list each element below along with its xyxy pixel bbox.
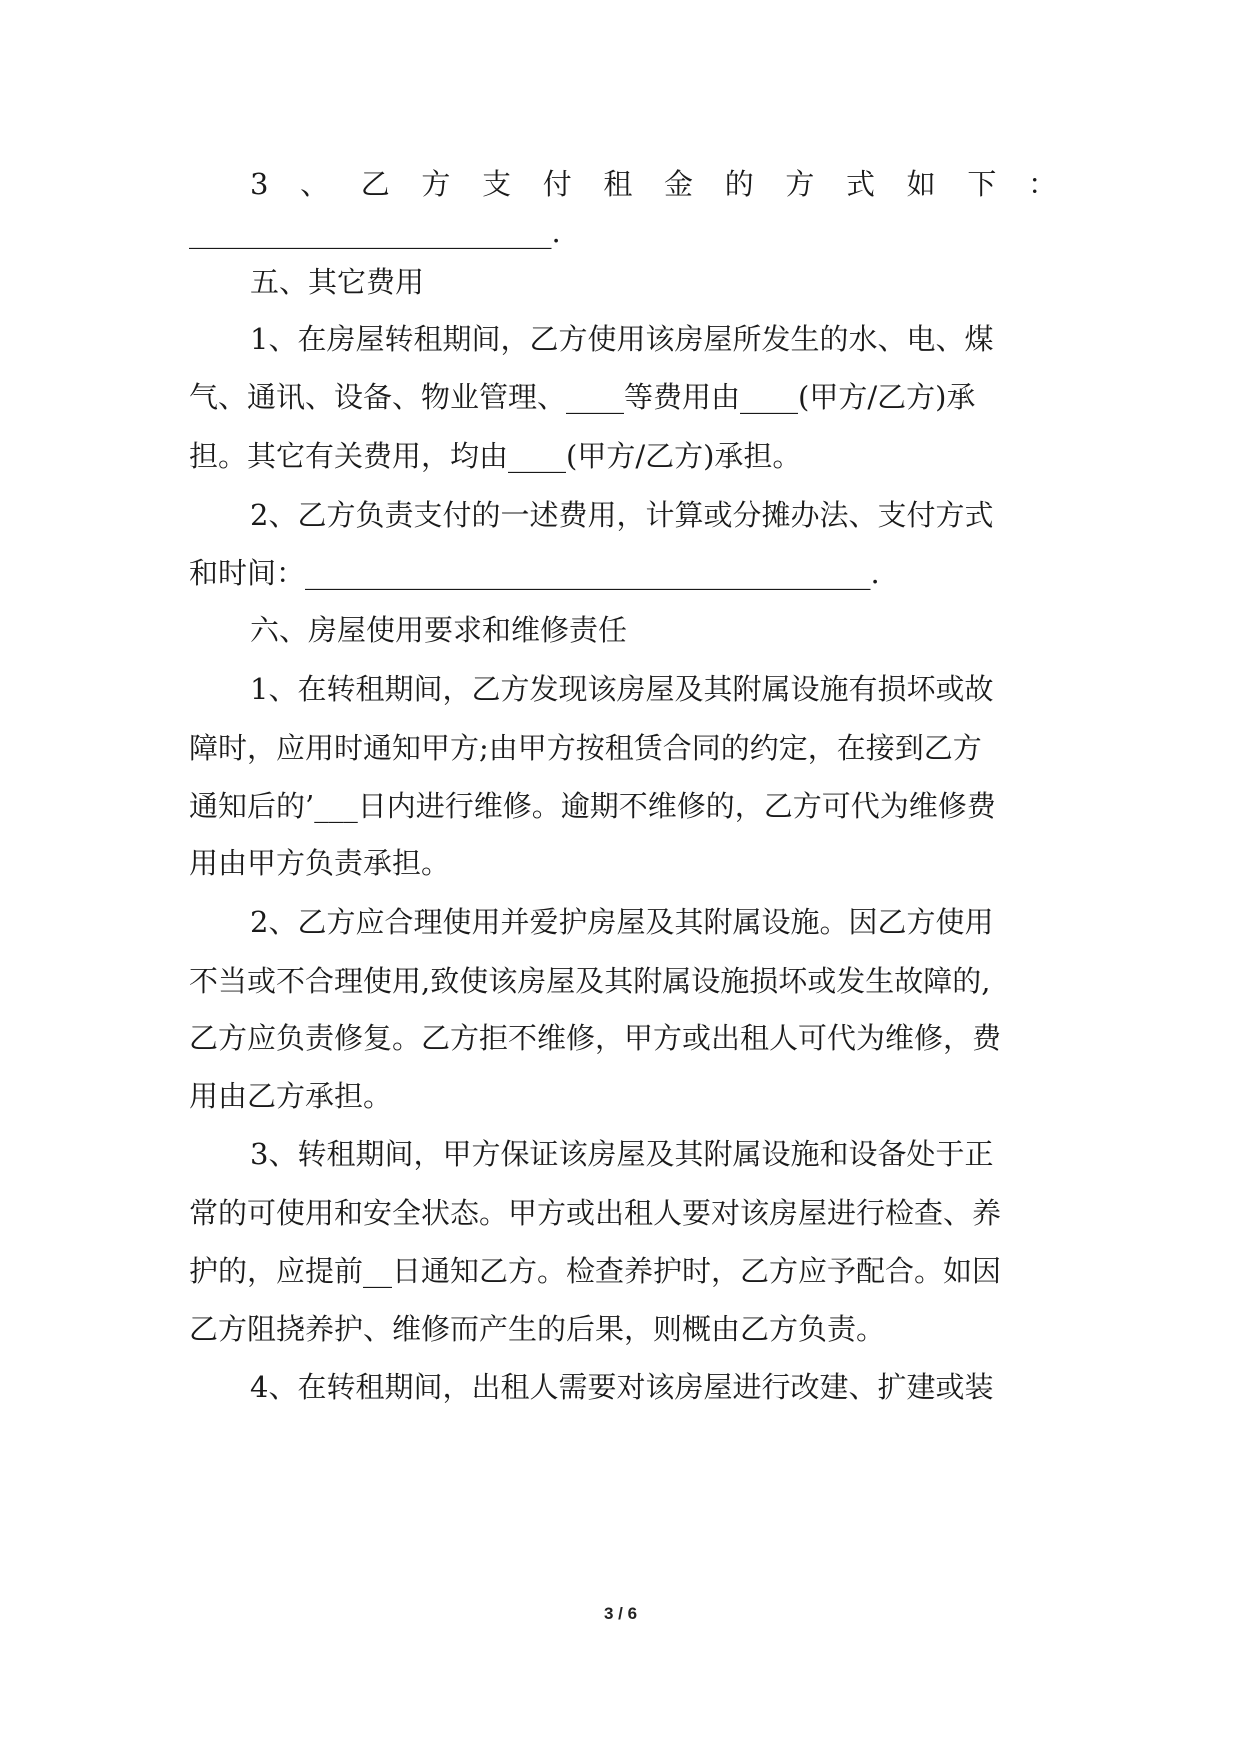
spread-glyph: 方 <box>785 167 815 201</box>
paragraph-line: 护的，应提前__日通知乙方。检查养护时，乙方应予配合。如因 <box>189 1254 1002 1288</box>
paragraph-line: 障时，应用时通知甲方;由甲方按租赁合同的约定，在接到乙方 <box>189 731 982 765</box>
paragraph-line: 1、在转租期间，乙方发现该房屋及其附属设施有损坏或故 <box>250 672 994 706</box>
paragraph-line: 通知后的’___日内进行维修。逾期不维修的，乙方可代为维修费 <box>189 789 996 823</box>
paragraph-line: 和时间：_______________________________________. <box>189 556 880 590</box>
section-heading-usage-repair: 六、房屋使用要求和维修责任 <box>250 613 628 647</box>
spread-glyph: 租 <box>603 167 633 201</box>
spread-glyph: 3 <box>250 167 269 201</box>
spread-glyph: 如 <box>906 167 936 201</box>
paragraph-line: 2、乙方负责支付的一述费用，计算或分摊办法、支付方式 <box>250 498 994 532</box>
paragraph-line: 乙方阻挠养护、维修而产生的后果，则概由乙方负责。 <box>189 1312 886 1346</box>
spread-glyph: 下 <box>967 167 997 201</box>
spread-glyph: 、 <box>300 167 330 201</box>
page-number: 3 / 6 <box>603 1604 638 1623</box>
paragraph-line: 气、通讯、设备、物业管理、____等费用由____(甲方/乙方)承 <box>189 380 976 414</box>
paragraph-line: 4、在转租期间，出租人需要对该房屋进行改建、扩建或装 <box>250 1370 994 1404</box>
paragraph-line: 乙方应负责修复。乙方拒不维修，甲方或出租人可代为维修，费 <box>189 1021 1002 1055</box>
spread-glyph: 付 <box>542 167 572 201</box>
spread-glyph: 乙 <box>360 167 390 201</box>
payment-method-blank: _________________________. <box>189 215 561 249</box>
paragraph-line: 3、转租期间，甲方保证该房屋及其附属设施和设备处于正 <box>250 1137 994 1171</box>
paragraph-line: 常的可使用和安全状态。甲方或出租人要对该房屋进行检查、养 <box>189 1196 1002 1230</box>
spread-glyph: 式 <box>846 167 876 201</box>
spread-glyph: 金 <box>664 167 694 201</box>
paragraph-line: 用由乙方承担。 <box>189 1079 393 1113</box>
spread-glyph: ： <box>1027 167 1057 201</box>
paragraph-line: 不当或不合理使用,致使该房屋及其附属设施损坏或发生故障的, <box>189 964 991 998</box>
section-heading-other-fees: 五、其它费用 <box>250 265 425 299</box>
paragraph-line: 用由甲方负责承担。 <box>189 846 451 880</box>
spread-glyph: 支 <box>482 167 512 201</box>
spread-glyph: 方 <box>421 167 451 201</box>
paragraph-line: 1、在房屋转租期间，乙方使用该房屋所发生的水、电、煤 <box>250 322 994 356</box>
spread-glyph: 的 <box>724 167 754 201</box>
paragraph-line: 担。其它有关费用，均由____(甲方/乙方)承担。 <box>189 439 802 473</box>
paragraph-line: 2、乙方应合理使用并爱护房屋及其附属设施。因乙方使用 <box>250 905 994 939</box>
